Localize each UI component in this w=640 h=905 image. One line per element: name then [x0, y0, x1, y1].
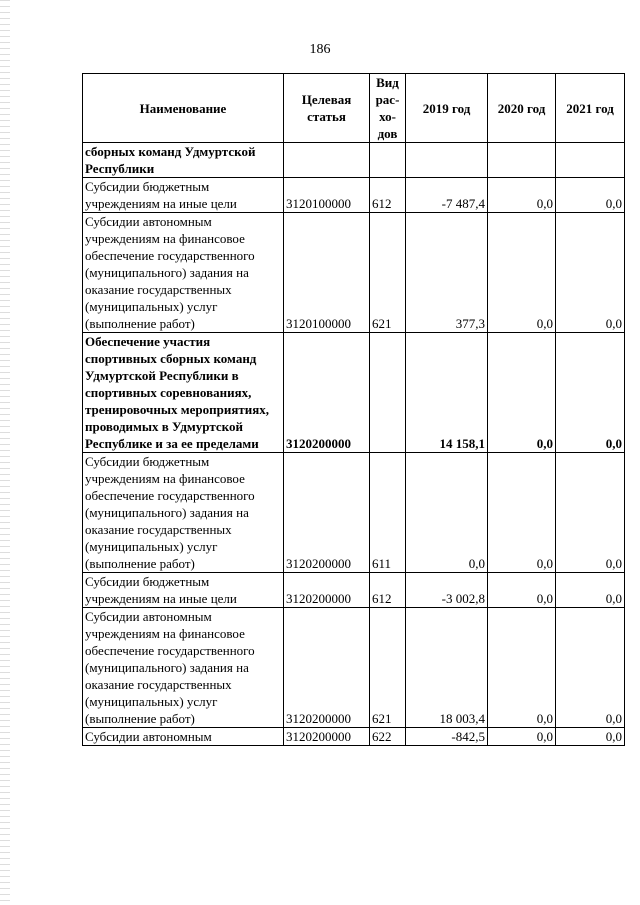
cell-y2021: 0,0	[556, 178, 625, 213]
header-name: Наименование	[83, 74, 284, 143]
cell-y2020: 0,0	[488, 333, 556, 453]
header-2021: 2021 год	[556, 74, 625, 143]
cell-target: 3120200000	[284, 453, 370, 573]
header-2020: 2020 год	[488, 74, 556, 143]
cell-y2021	[556, 143, 625, 178]
cell-y2021: 0,0	[556, 333, 625, 453]
cell-target	[284, 143, 370, 178]
cell-y2020: 0,0	[488, 573, 556, 608]
cell-name: Субсидии автономным учреждениям на финансовое обеспечение государственного (муниципального) задания на оказание государственных (муниципальных) услуг (выполнение работ)	[83, 608, 284, 728]
table-row	[83, 608, 625, 728]
cell-type: 621	[370, 608, 406, 728]
table-row	[83, 453, 625, 573]
cell-y2020: 0,0	[488, 213, 556, 333]
cell-type	[370, 143, 406, 178]
cell-name: Субсидии автономным учреждениям на финансовое обеспечение государственного (муниципального) задания на оказание государственных (муниципальных) услуг (выполнение работ)	[83, 213, 284, 333]
cell-y2020: 0,0	[488, 728, 556, 746]
cell-y2019	[406, 143, 488, 178]
table-header-row	[83, 74, 625, 143]
cell-target: 3120200000	[284, 573, 370, 608]
cell-type: 612	[370, 573, 406, 608]
header-2019: 2019 год	[406, 74, 488, 143]
page-number: 186	[309, 42, 331, 57]
cell-type: 612	[370, 178, 406, 213]
cell-y2021: 0,0	[556, 213, 625, 333]
cell-type	[370, 333, 406, 453]
cell-y2020	[488, 143, 556, 178]
cell-name: Субсидии бюджетным учреждениям на финансовое обеспечение государственного (муниципального) задания на оказание государственных (муниципальных) услуг (выполнение работ)	[83, 453, 284, 573]
cell-target: 3120200000	[284, 608, 370, 728]
scan-edge	[0, 0, 10, 905]
cell-y2019: -3 002,8	[406, 573, 488, 608]
header-target: Целевая статья	[284, 74, 370, 143]
table-row	[83, 143, 625, 178]
cell-name: Субсидии бюджетным учреждениям на иные цели	[83, 573, 284, 608]
cell-target: 3120100000	[284, 178, 370, 213]
cell-y2021: 0,0	[556, 728, 625, 746]
cell-y2020: 0,0	[488, 608, 556, 728]
cell-y2021: 0,0	[556, 573, 625, 608]
cell-y2019: 0,0	[406, 453, 488, 573]
cell-y2019: 18 003,4	[406, 608, 488, 728]
cell-type: 621	[370, 213, 406, 333]
header-type: Вид рас-хо-дов	[370, 74, 406, 143]
cell-name: сборных команд Удмуртской Республики	[83, 143, 284, 178]
cell-y2021: 0,0	[556, 453, 625, 573]
cell-target: 3120200000	[284, 728, 370, 746]
cell-y2019: -842,5	[406, 728, 488, 746]
cell-target: 3120100000	[284, 213, 370, 333]
table-row	[83, 213, 625, 333]
cell-y2020: 0,0	[488, 453, 556, 573]
cell-type: 622	[370, 728, 406, 746]
table-row	[83, 728, 625, 746]
table-row	[83, 333, 625, 453]
budget-table	[82, 73, 625, 746]
cell-name: Субсидии автономным	[83, 728, 284, 746]
cell-y2020: 0,0	[488, 178, 556, 213]
cell-name: Обеспечение участия спортивных сборных команд Удмуртской Республики в спортивных соревнованиях, тренировочных мероприятиях, проводимых в Удмуртской Республике и за ее пределами	[83, 333, 284, 453]
cell-y2019: 14 158,1	[406, 333, 488, 453]
cell-target: 3120200000	[284, 333, 370, 453]
table-row	[83, 573, 625, 608]
cell-y2019: 377,3	[406, 213, 488, 333]
table-row	[83, 178, 625, 213]
cell-type: 611	[370, 453, 406, 573]
cell-y2021: 0,0	[556, 608, 625, 728]
cell-name: Субсидии бюджетным учреждениям на иные цели	[83, 178, 284, 213]
cell-y2019: -7 487,4	[406, 178, 488, 213]
